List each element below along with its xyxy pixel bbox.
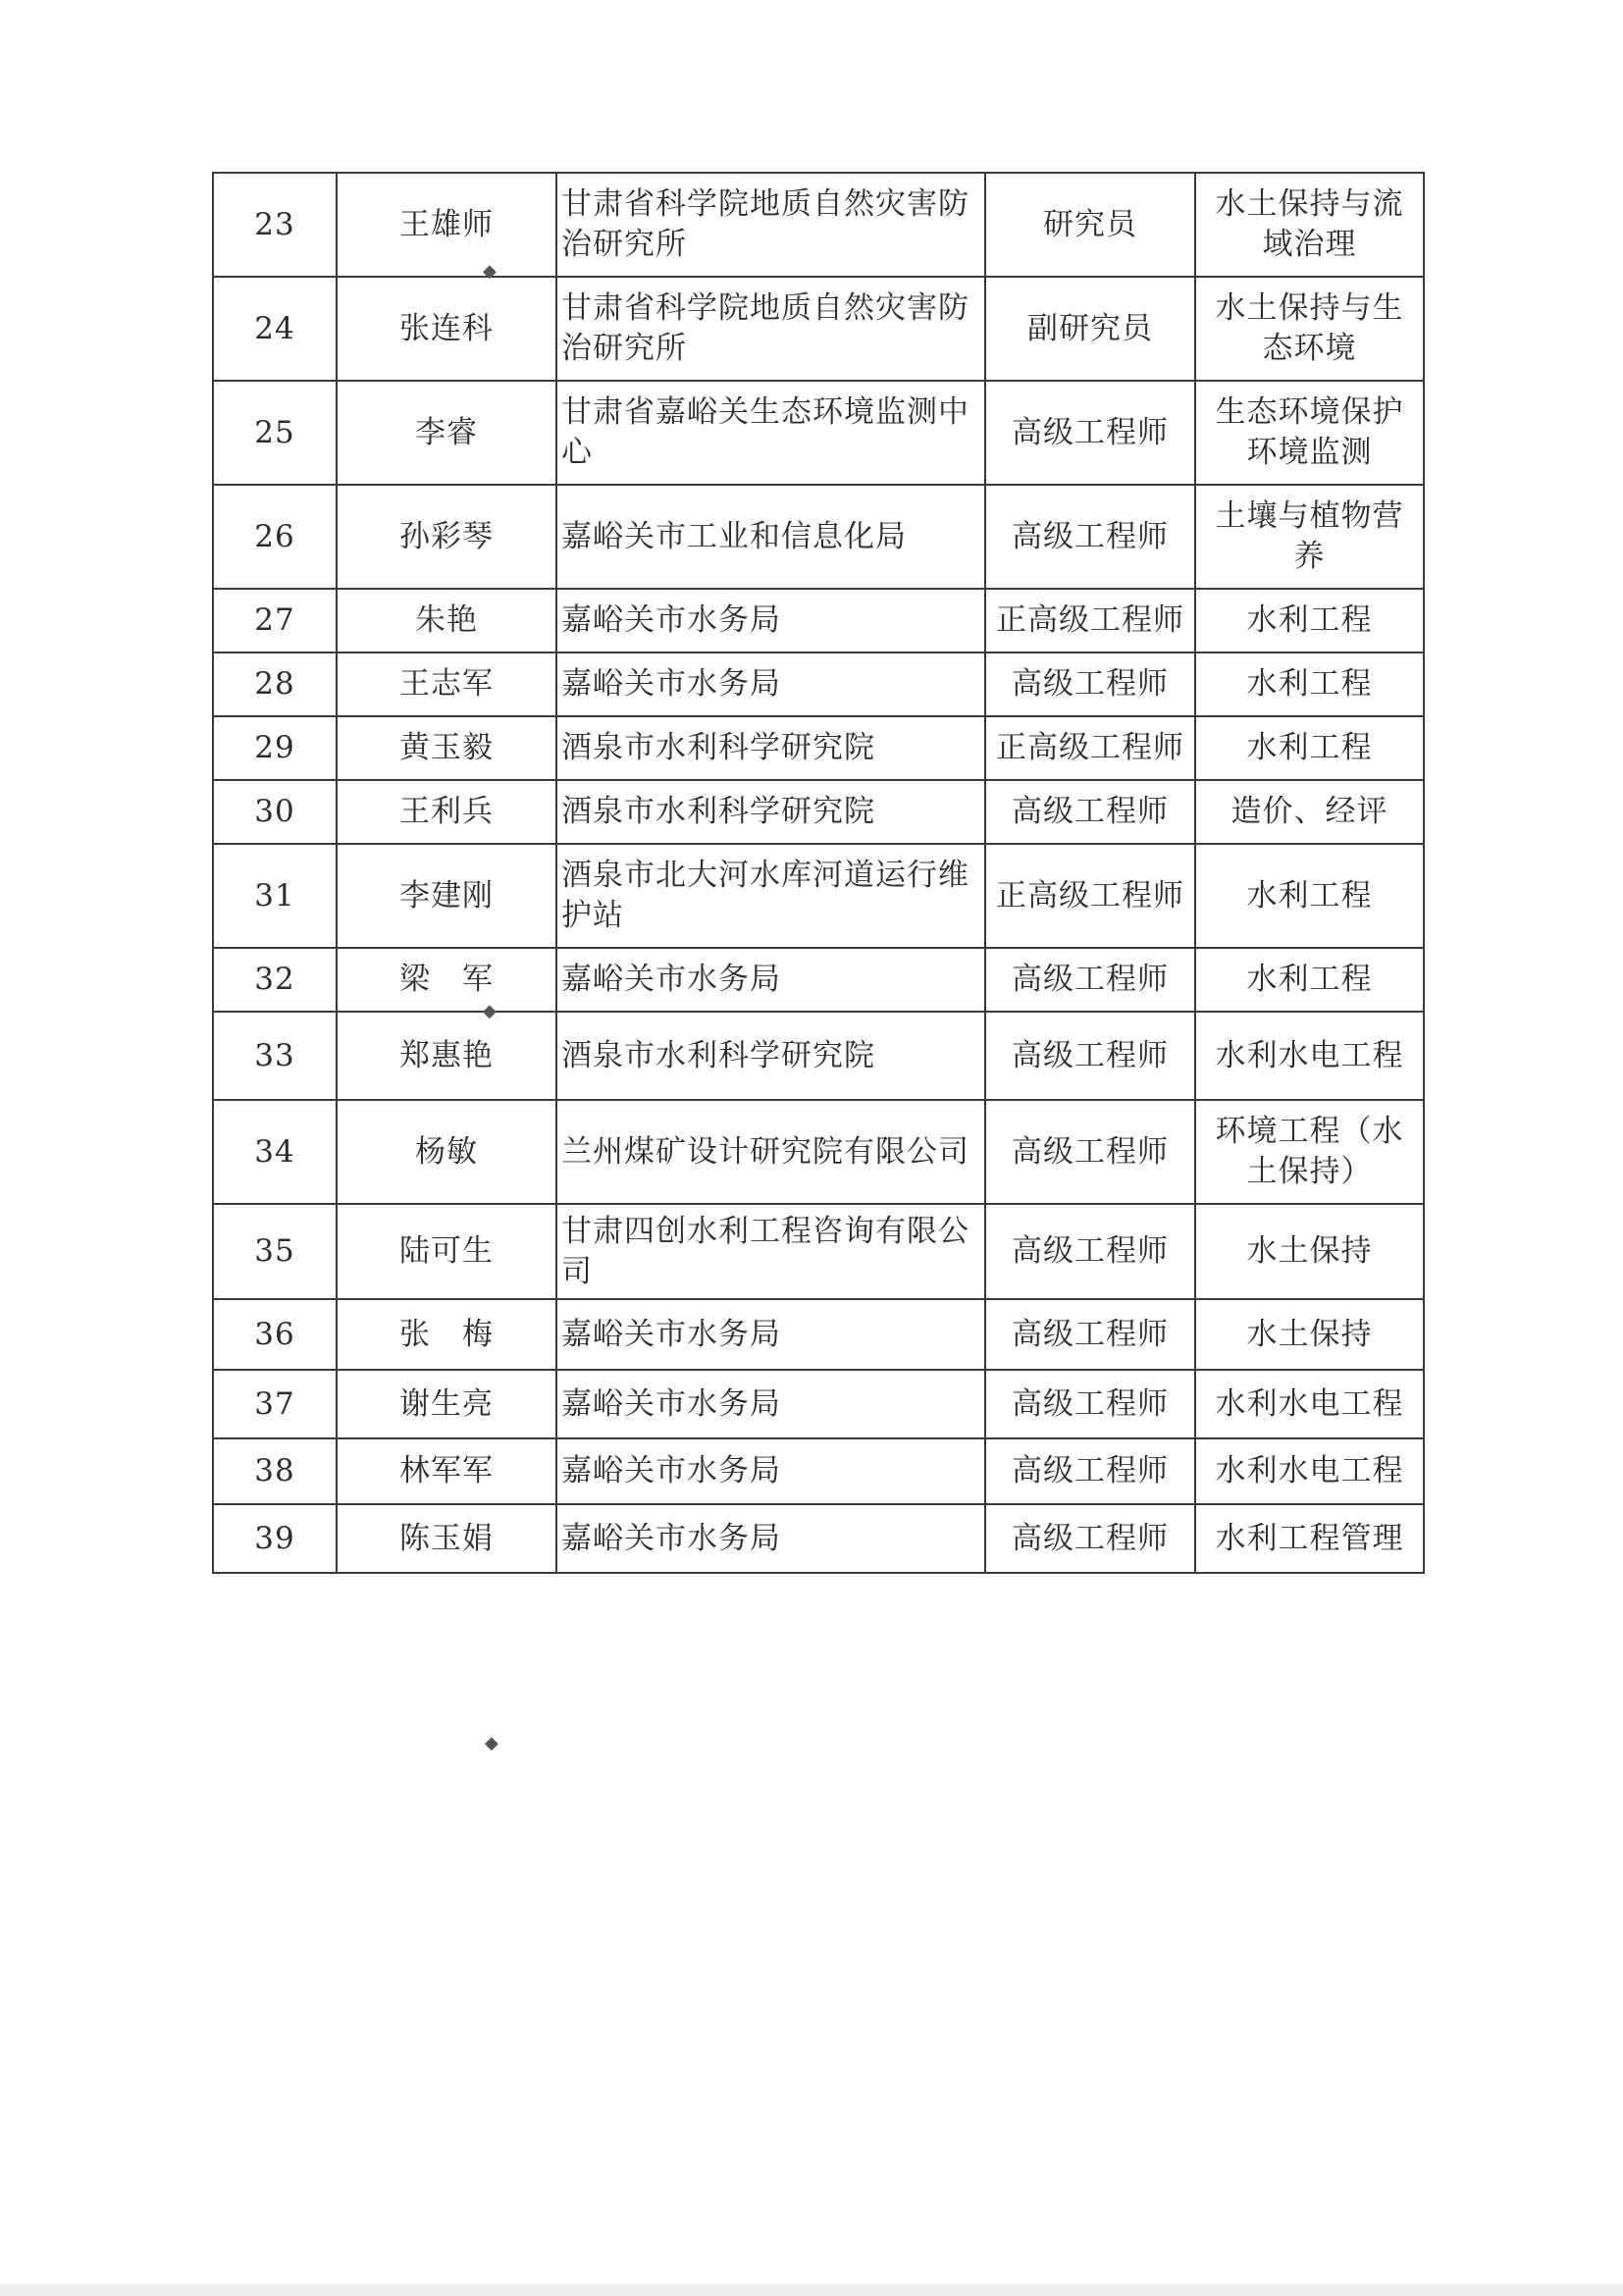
expert-name: 林军军 — [337, 1438, 556, 1504]
expert-title: 高级工程师 — [985, 1504, 1195, 1573]
row-number: 25 — [213, 381, 337, 485]
expert-field: 水利水电工程 — [1195, 1012, 1424, 1100]
expert-name: 李建刚 — [337, 844, 556, 948]
expert-name: 陈玉娟 — [337, 1504, 556, 1573]
expert-field: 水利工程 — [1195, 716, 1424, 780]
scan-speck: ◆ — [483, 261, 497, 282]
expert-list-table — [212, 172, 1425, 1574]
expert-title: 高级工程师 — [985, 381, 1195, 485]
expert-field: 环境工程（水土保持） — [1195, 1100, 1424, 1204]
table-row — [213, 589, 1424, 652]
expert-name: 孙彩琴 — [337, 485, 556, 589]
expert-title: 正高级工程师 — [985, 844, 1195, 948]
table-row — [213, 1438, 1424, 1504]
expert-field: 水土保持 — [1195, 1299, 1424, 1370]
table-row — [213, 485, 1424, 589]
row-number: 38 — [213, 1438, 337, 1504]
expert-field: 土壤与植物营养 — [1195, 485, 1424, 589]
expert-name: 郑惠艳 — [337, 1012, 556, 1100]
expert-name: 王利兵 — [337, 780, 556, 844]
row-number: 24 — [213, 277, 337, 381]
table-row — [213, 173, 1424, 277]
expert-organization: 嘉峪关市水务局 — [556, 1299, 985, 1370]
expert-field: 水利水电工程 — [1195, 1438, 1424, 1504]
expert-name: 杨敏 — [337, 1100, 556, 1204]
expert-title: 正高级工程师 — [985, 716, 1195, 780]
expert-organization: 嘉峪关市水务局 — [556, 1438, 985, 1504]
table-row — [213, 1204, 1424, 1299]
expert-title: 高级工程师 — [985, 948, 1195, 1012]
expert-title: 高级工程师 — [985, 1299, 1195, 1370]
table-row — [213, 1012, 1424, 1100]
expert-field: 造价、经评 — [1195, 780, 1424, 844]
row-number: 26 — [213, 485, 337, 589]
expert-organization: 嘉峪关市水务局 — [556, 589, 985, 652]
table-row — [213, 948, 1424, 1012]
expert-organization: 嘉峪关市水务局 — [556, 1504, 985, 1573]
table-row — [213, 1299, 1424, 1370]
expert-name: 张连科 — [337, 277, 556, 381]
expert-field: 生态环境保护环境监测 — [1195, 381, 1424, 485]
expert-title: 副研究员 — [985, 277, 1195, 381]
expert-organization: 嘉峪关市水务局 — [556, 1370, 985, 1438]
expert-organization: 酒泉市水利科学研究院 — [556, 780, 985, 844]
expert-title: 高级工程师 — [985, 485, 1195, 589]
expert-field: 水土保持与生态环境 — [1195, 277, 1424, 381]
expert-name: 王志军 — [337, 652, 556, 716]
scan-speck: ◆ — [483, 1001, 497, 1021]
row-number: 31 — [213, 844, 337, 948]
table-row — [213, 652, 1424, 716]
table-row — [213, 381, 1424, 485]
expert-title: 正高级工程师 — [985, 589, 1195, 652]
expert-organization: 甘肃省科学院地质自然灾害防治研究所 — [556, 173, 985, 277]
expert-field: 水利工程管理 — [1195, 1504, 1424, 1573]
expert-title: 高级工程师 — [985, 652, 1195, 716]
expert-field: 水利工程 — [1195, 652, 1424, 716]
expert-field: 水土保持与流域治理 — [1195, 173, 1424, 277]
table-row — [213, 1100, 1424, 1204]
row-number: 33 — [213, 1012, 337, 1100]
expert-title: 高级工程师 — [985, 1438, 1195, 1504]
expert-title: 高级工程师 — [985, 780, 1195, 844]
row-number: 36 — [213, 1299, 337, 1370]
table-row — [213, 1370, 1424, 1438]
expert-title: 高级工程师 — [985, 1012, 1195, 1100]
expert-name: 陆可生 — [337, 1204, 556, 1299]
expert-organization: 甘肃四创水利工程咨询有限公司 — [556, 1204, 985, 1299]
expert-name: 李睿 — [337, 381, 556, 485]
scan-edge-strip — [0, 2284, 1623, 2296]
row-number: 23 — [213, 173, 337, 277]
expert-name: 黄玉毅 — [337, 716, 556, 780]
expert-title: 高级工程师 — [985, 1370, 1195, 1438]
expert-field: 水利工程 — [1195, 844, 1424, 948]
table-row — [213, 844, 1424, 948]
expert-organization: 嘉峪关市水务局 — [556, 652, 985, 716]
expert-organization: 酒泉市北大河水库河道运行维护站 — [556, 844, 985, 948]
row-number: 35 — [213, 1204, 337, 1299]
expert-name: 王雄师 — [337, 173, 556, 277]
table-row — [213, 716, 1424, 780]
expert-title: 高级工程师 — [985, 1204, 1195, 1299]
row-number: 28 — [213, 652, 337, 716]
row-number: 29 — [213, 716, 337, 780]
scan-speck: ◆ — [485, 1733, 498, 1753]
expert-name: 谢生亮 — [337, 1370, 556, 1438]
expert-organization: 嘉峪关市工业和信息化局 — [556, 485, 985, 589]
expert-title: 高级工程师 — [985, 1100, 1195, 1204]
row-number: 34 — [213, 1100, 337, 1204]
row-number: 27 — [213, 589, 337, 652]
expert-title: 研究员 — [985, 173, 1195, 277]
expert-organization: 酒泉市水利科学研究院 — [556, 716, 985, 780]
expert-field: 水利水电工程 — [1195, 1370, 1424, 1438]
expert-organization: 嘉峪关市水务局 — [556, 948, 985, 1012]
expert-list-body — [213, 173, 1424, 1573]
row-number: 32 — [213, 948, 337, 1012]
expert-field: 水利工程 — [1195, 589, 1424, 652]
expert-organization: 甘肃省嘉峪关生态环境监测中心 — [556, 381, 985, 485]
table-row — [213, 780, 1424, 844]
expert-organization: 酒泉市水利科学研究院 — [556, 1012, 985, 1100]
expert-name: 梁 军 — [337, 948, 556, 1012]
table-row — [213, 277, 1424, 381]
row-number: 37 — [213, 1370, 337, 1438]
expert-field: 水利工程 — [1195, 948, 1424, 1012]
expert-organization: 甘肃省科学院地质自然灾害防治研究所 — [556, 277, 985, 381]
row-number: 30 — [213, 780, 337, 844]
expert-name: 张 梅 — [337, 1299, 556, 1370]
table-row — [213, 1504, 1424, 1573]
expert-field: 水土保持 — [1195, 1204, 1424, 1299]
row-number: 39 — [213, 1504, 337, 1573]
expert-organization: 兰州煤矿设计研究院有限公司 — [556, 1100, 985, 1204]
expert-name: 朱艳 — [337, 589, 556, 652]
